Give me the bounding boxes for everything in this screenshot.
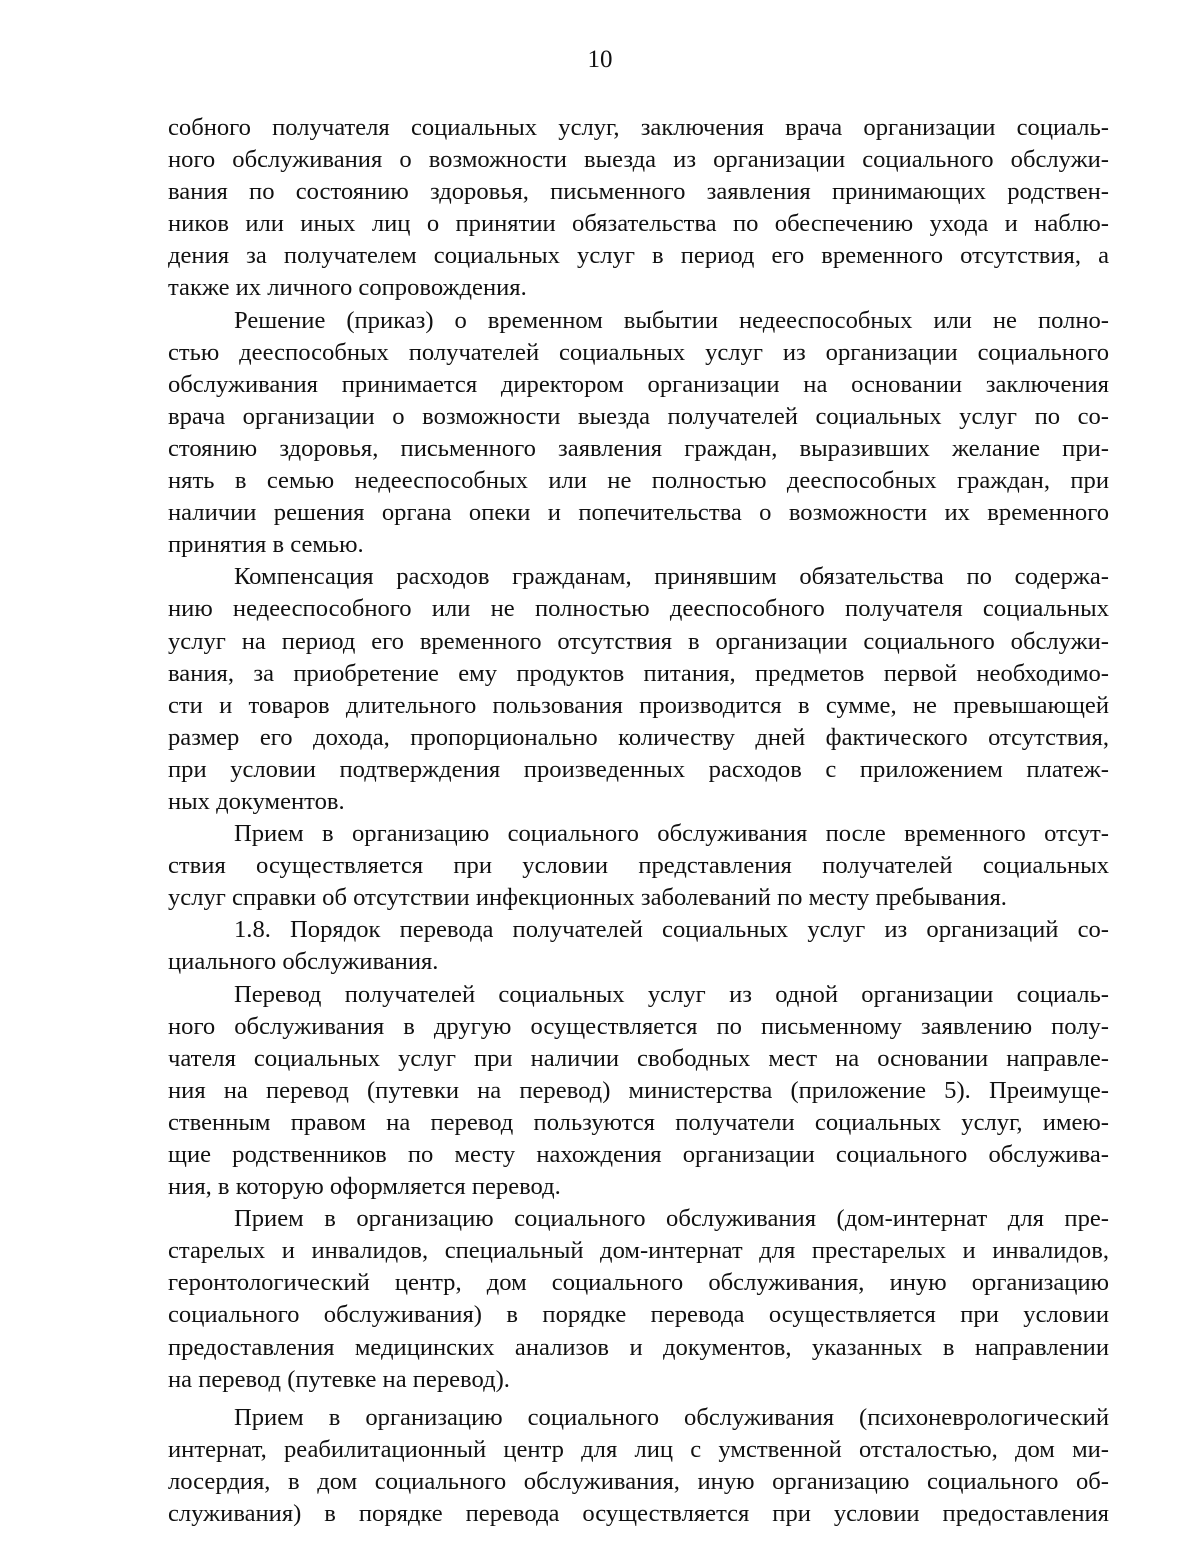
text-line: принятия в семью. (168, 531, 364, 559)
text-line: лосердия, в дом социального обслуживания, иную организацию социального об- (168, 1467, 1109, 1495)
text-line: нять в семью недееспособных или не полностью дееспособных граждан, при (168, 467, 1109, 495)
text-line: собного получателя социальных услуг, заключения врача организации социаль- (168, 114, 1109, 141)
paragraph (168, 1402, 1109, 1530)
paragraph (168, 305, 1109, 562)
text-line: ния, в которую оформляется перевод. (168, 1173, 561, 1201)
paragraph (168, 112, 1109, 305)
text-line: вания, за приобретение ему продуктов питания, предметов первой необходимо- (168, 659, 1109, 687)
text-line: Прием в организацию социального обслуживания (дом-интернат для пре- (234, 1205, 1109, 1233)
text-line: сти и товаров длительного пользования производится в сумме, не превышающей (168, 691, 1109, 719)
text-line: ных документов. (168, 787, 345, 815)
page-number: 10 (587, 46, 613, 73)
text-line: ного обслуживания в другую осуществляется по письменному заявлению полу- (168, 1012, 1109, 1040)
text-line: геронтологический центр, дом социального обслуживания, иную организацию (168, 1269, 1109, 1297)
paragraph (168, 561, 1109, 818)
text-line: Решение (приказ) о временном выбытии недееспособных или не полно- (234, 306, 1109, 334)
text-line: Прием в организацию социального обслуживания (психоневрологический (234, 1403, 1109, 1431)
text-line: циального обслуживания. (168, 948, 439, 976)
text-line: старелых и инвалидов, специальный дом-интернат для престарелых и инвалидов, (168, 1237, 1109, 1265)
text-line: щие родственников по месту нахождения организации социального обслужива- (168, 1141, 1109, 1168)
text-line: Компенсация расходов гражданам, принявшим обязательства по содержа- (234, 563, 1109, 591)
text-line: при условии подтверждения произведенных расходов с приложением платеж- (168, 755, 1109, 783)
text-line: ствия осуществляется при условии представления получателей социальных (168, 852, 1109, 880)
text-line: интернат, реабилитационный центр для лиц с умственной отсталостью, дом ми- (168, 1435, 1109, 1463)
text-line: предоставления медицинских анализов и документов, указанных в направлении (168, 1333, 1109, 1361)
document-body (168, 112, 1109, 1530)
text-line: нию недееспособного или не полностью дееспособного получателя социальных (168, 595, 1109, 623)
text-line: обслуживания принимается директором организации на основании заключения (168, 370, 1109, 398)
text-line: 1.8. Порядок перевода получателей социальных услуг из организаций со- (234, 916, 1109, 944)
text-line: наличии решения органа опеки и попечительства о возможности их временного (168, 499, 1109, 527)
text-line: Прием в организацию социального обслуживания после временного отсут- (234, 820, 1109, 848)
text-line: социального обслуживания) в порядке перевода осуществляется при условии (168, 1301, 1109, 1329)
paragraph (168, 1203, 1109, 1396)
text-line: Перевод получателей социальных услуг из одной организации социаль- (234, 980, 1109, 1008)
text-line: вания по состоянию здоровья, письменного заявления принимающих родствен- (168, 178, 1109, 206)
text-line: дения за получателем социальных услуг в период его временного отсутствия, а (168, 242, 1109, 270)
paragraph (168, 979, 1109, 1204)
text-line: услуг справки об отсутствии инфекционных заболеваний по месту пребывания. (168, 884, 1007, 912)
text-line: стью дееспособных получателей социальных услуг из организации социального (168, 338, 1109, 366)
text-line: ного обслуживания о возможности выезда из организации социального обслужи- (168, 146, 1109, 174)
text-line: ников или иных лиц о принятии обязательства по обеспечению ухода и наблю- (168, 210, 1109, 238)
paragraph (168, 818, 1109, 914)
text-line: размер его дохода, пропорционально количеству дней фактического отсутствия, (168, 723, 1109, 751)
text-line: услуг на период его временного отсутствия в организации социального обслужи- (168, 627, 1109, 655)
text-line: ния на перевод (путевки на перевод) министерства (приложение 5). Преимуще- (168, 1076, 1109, 1104)
text-line: стоянию здоровья, письменного заявления граждан, выразивших желание при- (168, 434, 1109, 462)
text-line: служивания) в порядке перевода осуществляется при условии предоставления (168, 1500, 1109, 1528)
text-line: также их личного сопровождения. (168, 274, 527, 302)
paragraph (168, 914, 1109, 978)
text-line: ственным правом на перевод пользуются получатели социальных услуг, имею- (168, 1108, 1109, 1136)
text-line: врача организации о возможности выезда получателей социальных услуг по со- (168, 402, 1109, 430)
text-line: чателя социальных услуг при наличии свободных мест на основании направле- (168, 1044, 1109, 1072)
text-line: на перевод (путевке на перевод). (168, 1365, 510, 1393)
